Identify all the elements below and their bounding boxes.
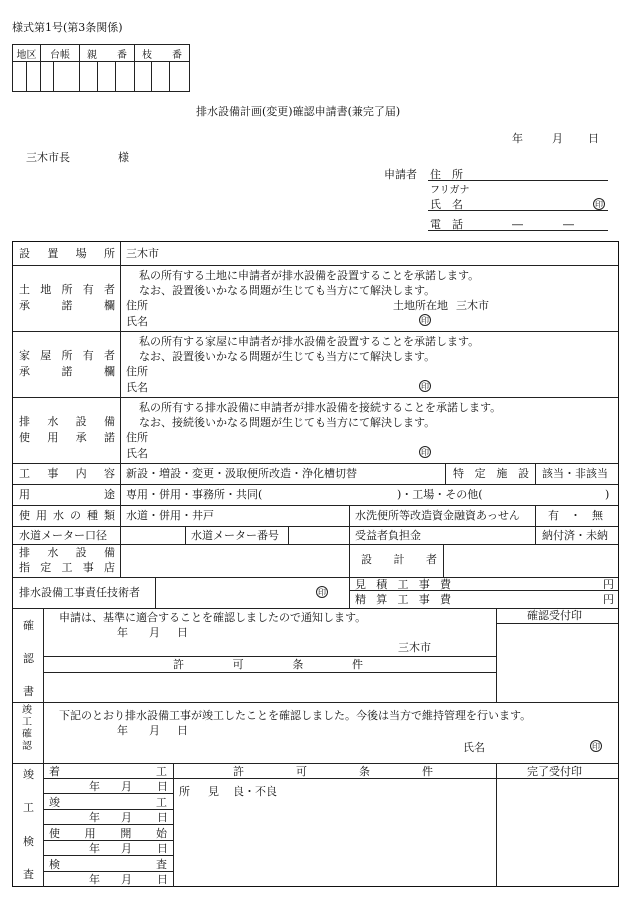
complete-date-day: 日 [157, 811, 168, 824]
label-char: 承 [75, 431, 87, 444]
confirm-text: 申請は、基準に適合することを確認しましたので通知します。 [59, 611, 367, 624]
applicant-seal: 印 [595, 200, 603, 209]
code-branch-input[interactable] [135, 62, 190, 92]
label-char: 備 [103, 546, 115, 559]
land-consent-note: なお、設置後いかなる問題が生じても当方にて解決します。 [139, 284, 436, 297]
label-char: 地 [40, 283, 52, 296]
label-char: 工 [397, 578, 409, 591]
start-date-day: 日 [157, 780, 168, 793]
label-char: 水 [53, 509, 64, 522]
label-char: 所 [179, 785, 190, 798]
label-char: 開 [120, 827, 132, 840]
burden-options[interactable]: 納付済・未納 [542, 529, 608, 542]
label-char: 有 [82, 349, 94, 362]
label-char: 工 [156, 765, 167, 778]
special-facility-options[interactable]: 該当・非該当 [542, 467, 608, 480]
label-char: 費 [440, 593, 451, 606]
settle-cost-label [355, 594, 451, 605]
inspection-date-month: 月 [121, 873, 132, 886]
label-char: 者 [104, 349, 115, 362]
designer-label [361, 554, 437, 565]
inspection-item-complete [49, 797, 167, 808]
label-char: 諾 [103, 431, 115, 444]
estimate-cost-label [355, 579, 451, 590]
confirm-city: 三木市 [398, 641, 431, 654]
drain-owner-seal: 印 [421, 448, 429, 457]
label-char: 土 [19, 283, 30, 296]
label-char: 事 [418, 593, 430, 606]
label-char: 使 [19, 509, 30, 522]
land-location-label: 土地所在地 [393, 299, 448, 312]
complete-date-month: 月 [121, 811, 132, 824]
inspection-result-options[interactable]: 良・不良 [233, 785, 277, 798]
label-char: 竣 [49, 796, 60, 809]
inspection-date-year: 年 [89, 873, 100, 886]
applicant-address-label: 住 所 [430, 168, 463, 181]
label-char: 用 [36, 509, 47, 522]
label-char: 精 [355, 593, 366, 606]
form-title: 排水設備計画(変更)確認申請書(兼完了届) [196, 105, 401, 118]
loan-label: 水洗便所等改造資金融資あっせん [355, 509, 520, 522]
label-char: 所 [61, 283, 73, 296]
inspection-item-start [49, 766, 167, 777]
inspection-item-use-start [49, 828, 167, 839]
application-form [12, 241, 619, 887]
use-start-date-month: 月 [121, 842, 132, 855]
addressee: 三木市長 [26, 151, 70, 164]
label-char: 排 [19, 415, 30, 428]
label-char: 屋 [40, 349, 52, 362]
label-char: 可 [232, 658, 244, 671]
label-char: 検 [49, 858, 60, 871]
label-char: 件 [351, 658, 363, 671]
label-char: 設 [75, 415, 87, 428]
engineer-label: 排水設備工事責任技術者 [19, 586, 140, 599]
completion-seal: 印 [592, 742, 600, 751]
label-char: 承 [19, 365, 30, 378]
label-char: 件 [422, 765, 433, 778]
start-date-month: 月 [121, 780, 132, 793]
land-consent-label [19, 300, 115, 311]
label-char: 条 [292, 658, 304, 671]
inspection-finding-label [179, 786, 219, 797]
inspection-item-inspection [49, 859, 167, 870]
use-start-date-year: 年 [89, 842, 100, 855]
label-char: 有 [82, 283, 94, 296]
phone-label: 電 話 [430, 218, 463, 231]
label-char: 欄 [104, 365, 115, 378]
label-char: 事 [47, 467, 59, 480]
label-char: 条 [359, 765, 370, 778]
label-char: 工 [61, 561, 73, 574]
inspection-date-day: 日 [157, 873, 168, 886]
confirm-date-month: 月 [149, 626, 160, 639]
label-char: 使 [49, 827, 60, 840]
drain-consent-label [19, 432, 115, 443]
label-char: 用 [19, 488, 30, 501]
special-facility-label [453, 468, 529, 479]
label-char: 許 [173, 658, 184, 671]
label-char: 使 [19, 431, 30, 444]
applicant-name-label: 氏 名 [430, 198, 463, 211]
label-char: 設 [75, 546, 87, 559]
label-char: 所 [103, 247, 115, 260]
label-char: 諾 [61, 299, 73, 312]
label-char: 内 [75, 467, 87, 480]
label-char: 許 [233, 765, 244, 778]
label-char: 見 [355, 578, 366, 591]
code-col-branch: 枝 番 [135, 45, 190, 62]
label-char: 水 [47, 415, 59, 428]
code-col-ledger: 台帳 [41, 45, 80, 62]
use-options[interactable]: 専用・併用・事務所・共同( [126, 488, 263, 501]
date-month: 月 [552, 132, 563, 145]
label-char: 場 [75, 247, 87, 260]
site-label [19, 248, 115, 259]
label-char: 備 [103, 415, 115, 428]
label-char: 承 [19, 299, 30, 312]
label-char: 設 [517, 467, 529, 480]
label-char: 途 [104, 488, 115, 501]
confirm-date-year: 年 [117, 626, 128, 639]
label-char: 費 [440, 578, 451, 591]
completion-text: 下記のとおり排水設備工事が竣工したことを確認しました。今後は当方で維持管理を行います。 [59, 709, 532, 722]
estimate-yen: 円 [603, 578, 614, 591]
label-char: 指 [19, 561, 30, 574]
label-char: 工 [156, 796, 167, 809]
complete-date-year: 年 [89, 811, 100, 824]
water-type-label [19, 510, 115, 521]
label-char: 用 [84, 827, 96, 840]
house-owner-address-label: 住所 [126, 365, 148, 378]
work-label [19, 468, 115, 479]
completion-date-day: 日 [177, 724, 188, 737]
land-owner-address-label: 住所 [126, 299, 148, 312]
drain-owner-name-label: 氏名 [126, 447, 148, 460]
applicant-address-field[interactable] [428, 180, 608, 181]
contractor-label [19, 547, 115, 558]
label-char: 工 [19, 467, 30, 480]
inspection-side-2: 工 [23, 801, 34, 814]
label-char: 水 [47, 546, 59, 559]
house-owner-name-label: 氏名 [126, 381, 148, 394]
label-char: 特 [453, 467, 464, 480]
use-start-date-day: 日 [157, 842, 168, 855]
house-consent-label [19, 366, 115, 377]
confirm-receipt-label: 確認受付印 [527, 609, 582, 622]
inspection-side-3: 検 [23, 835, 34, 848]
label-char: 種 [87, 509, 98, 522]
completion-receipt-label: 完了受付印 [527, 765, 582, 778]
land-owner-label [19, 284, 115, 295]
inspection-side-4: 査 [23, 868, 34, 881]
confirm-conditions-label [173, 659, 363, 670]
house-consent-note: なお、設置後いかなる問題が生じても当方にて解決します。 [139, 350, 436, 363]
inspection-conditions-label [233, 766, 433, 777]
completion-side-2: 工 [22, 717, 32, 728]
code-col-district: 地区 [13, 45, 41, 62]
label-char: 欄 [104, 299, 115, 312]
form-number: 様式第1号(第3条関係) [12, 21, 123, 34]
label-char: 家 [19, 349, 30, 362]
drain-use-label [19, 416, 115, 427]
phone-separator: ― [512, 218, 523, 231]
label-char: 工 [397, 593, 409, 606]
label-char: 事 [418, 578, 430, 591]
meter-number-label: 水道メーター番号 [191, 529, 279, 542]
label-char: 所 [61, 349, 73, 362]
label-char: 査 [156, 858, 167, 871]
label-char: 排 [19, 546, 30, 559]
settle-yen: 円 [603, 593, 614, 606]
completion-date-month: 月 [149, 724, 160, 737]
code-box [12, 44, 190, 92]
label-char: 者 [104, 283, 115, 296]
label-char: 用 [47, 431, 59, 444]
label-char: 定 [40, 561, 52, 574]
label-char: 算 [376, 593, 388, 606]
use-options-close: ) [605, 488, 610, 501]
label-char: 者 [426, 553, 437, 566]
land-owner-seal: 印 [421, 316, 429, 325]
completion-side-4: 認 [22, 741, 32, 752]
code-ledger-input[interactable] [41, 62, 80, 92]
drain-consent-note: なお、接続後いかなる問題が生じても当方にて解決します。 [139, 416, 436, 429]
water-type-options[interactable]: 水道・併用・井戸 [126, 509, 214, 522]
start-date-year: 年 [89, 780, 100, 793]
applicant-label: 申請者 [384, 168, 417, 181]
inspection-side-1: 竣 [23, 768, 34, 781]
drain-consent-text: 私の所有する排水設備に申請者が排水設備を接続することを承諾します。 [139, 401, 502, 414]
label-char: 容 [103, 467, 115, 480]
house-owner-seal: 印 [421, 382, 429, 391]
completion-side-3: 確 [22, 729, 32, 740]
code-col-parent: 親 番 [80, 45, 135, 62]
label-char: 施 [496, 467, 508, 480]
use-options-other[interactable]: )・工場・その他( [397, 488, 483, 501]
engineer-seal: 印 [318, 588, 326, 597]
label-char: 計 [393, 553, 405, 566]
label-char: 設 [361, 553, 372, 566]
house-consent-text: 私の所有する家屋に申請者が排水設備を設置することを承諾します。 [139, 335, 480, 348]
phone-separator: ― [563, 218, 574, 231]
completion-date-year: 年 [117, 724, 128, 737]
applicant-phone-field[interactable] [428, 230, 608, 231]
land-location-value[interactable]: 三木市 [456, 299, 489, 312]
applicant-name-field[interactable] [428, 210, 608, 211]
completion-name-label: 氏名 [463, 741, 485, 754]
use-label [19, 489, 115, 500]
label-char: 始 [155, 827, 167, 840]
loan-options[interactable]: 有 ・ 無 [548, 509, 603, 522]
honorific: 様 [118, 151, 129, 164]
date-day: 日 [588, 132, 599, 145]
land-consent-text: 私の所有する土地に申請者が排水設備を設置することを承諾します。 [139, 269, 480, 282]
date-year: 年 [512, 132, 523, 145]
label-char: 設 [19, 247, 30, 260]
label-char: の [70, 509, 81, 522]
contractor-label-2 [19, 562, 115, 573]
label-char: 可 [296, 765, 307, 778]
work-options[interactable]: 新設・増設・変更・汲取便所改造・浄化槽切替 [126, 467, 357, 480]
code-parent-input[interactable] [80, 62, 135, 92]
label-char: 置 [47, 247, 59, 260]
confirm-side-2: 認 [23, 652, 34, 665]
label-char: 見 [208, 785, 219, 798]
meter-diameter-label: 水道メーター口径 [19, 529, 107, 542]
land-owner-name-label: 氏名 [126, 315, 148, 328]
label-char: 定 [474, 467, 486, 480]
label-char: 店 [104, 561, 115, 574]
confirm-side-1: 確 [23, 619, 34, 632]
label-char: 着 [49, 765, 60, 778]
label-char: 類 [104, 509, 115, 522]
confirm-side-3: 書 [23, 685, 34, 698]
site-value[interactable]: 三木市 [126, 247, 159, 260]
label-char: 積 [376, 578, 388, 591]
burden-label: 受益者負担金 [355, 529, 421, 542]
label-char: 事 [82, 561, 94, 574]
label-char: 諾 [61, 365, 73, 378]
house-owner-label [19, 350, 115, 361]
furigana-label: フリガナ [430, 185, 470, 196]
completion-side-1: 竣 [22, 705, 32, 716]
confirm-date-day: 日 [177, 626, 188, 639]
drain-owner-address-label: 住所 [126, 431, 148, 444]
